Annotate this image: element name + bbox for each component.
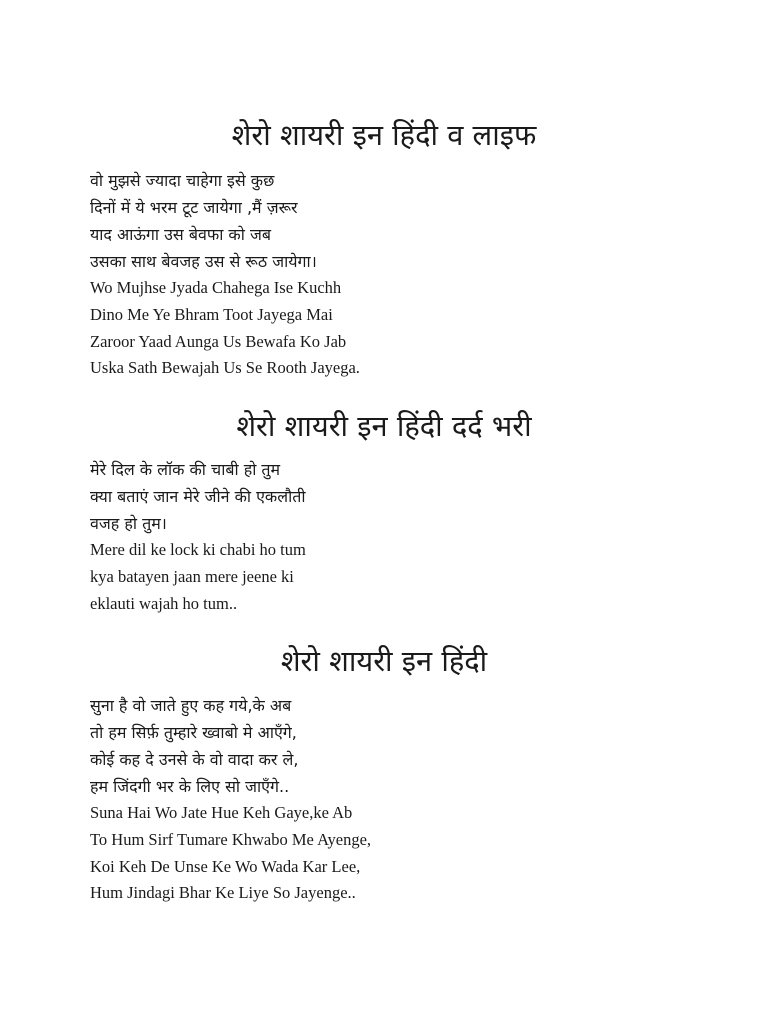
english-line: eklauti wajah ho tum.. [90, 593, 238, 613]
hindi-line: सुना है वो जाते हुए कह गये,के अब [90, 696, 292, 715]
english-line: Mere dil ke lock ki chabi ho tum [90, 540, 306, 559]
hindi-line: उसका साथ बेवजह उस से रूठ जायेगा। [90, 252, 317, 271]
hindi-line: तो हम सिर्फ़ तुम्हारे ख्वाबो मे आएँगे, [90, 723, 297, 742]
english-line: Zaroor Yaad Aunga Us Bewafa Ko Jab [90, 331, 347, 351]
section-heading-dard-bhari: शेरो शायरी इन हिंदी दर्द भरी [236, 409, 532, 443]
hindi-line: वो मुझसे ज्यादा चाहेगा इसे कुछ [90, 171, 275, 190]
english-line: kya batayen jaan mere jeene ki [90, 566, 294, 586]
poem-block-hindi [90, 692, 690, 907]
english-line: Suna Hai Wo Jate Hue Keh Gaye,ke Ab [90, 803, 353, 822]
hindi-line: वजह हो तुम। [90, 514, 167, 533]
section-heading-hindi: शेरो शायरी इन हिंदी [280, 644, 488, 678]
poem-block-life [90, 167, 690, 382]
english-line: Wo Mujhse Jyada Chahega Ise Kuchh [90, 278, 342, 297]
poem-block-dard-bhari [90, 456, 690, 617]
english-line: Hum Jindagi Bhar Ke Liye So Jayenge.. [90, 883, 356, 903]
english-line: Dino Me Ye Bhram Toot Jayega Mai [90, 304, 333, 324]
hindi-line: याद आऊंगा उस बेवफा को जब [90, 225, 271, 244]
hindi-line: मेरे दिल के लॉक की चाबी हो तुम [90, 460, 281, 479]
hindi-line: क्या बताएं जान मेरे जीने की एकलौती [90, 487, 306, 506]
english-line: Uska Sath Bewajah Us Se Rooth Jayega. [90, 358, 360, 378]
english-line: To Hum Sirf Tumare Khwabo Me Ayenge, [90, 829, 372, 849]
hindi-line: कोई कह दे उनसे के वो वादा कर ले, [90, 750, 299, 769]
section-heading-life: शेरो शायरी इन हिंदी व लाइफ [231, 118, 537, 152]
hindi-line: दिनों में ये भरम टूट जायेगा ,मैं ज़रूर [90, 198, 298, 217]
english-line: Koi Keh De Unse Ke Wo Wada Kar Lee, [90, 856, 361, 876]
hindi-line: हम जिंदगी भर के लिए सो जाएँगे.. [90, 777, 290, 796]
